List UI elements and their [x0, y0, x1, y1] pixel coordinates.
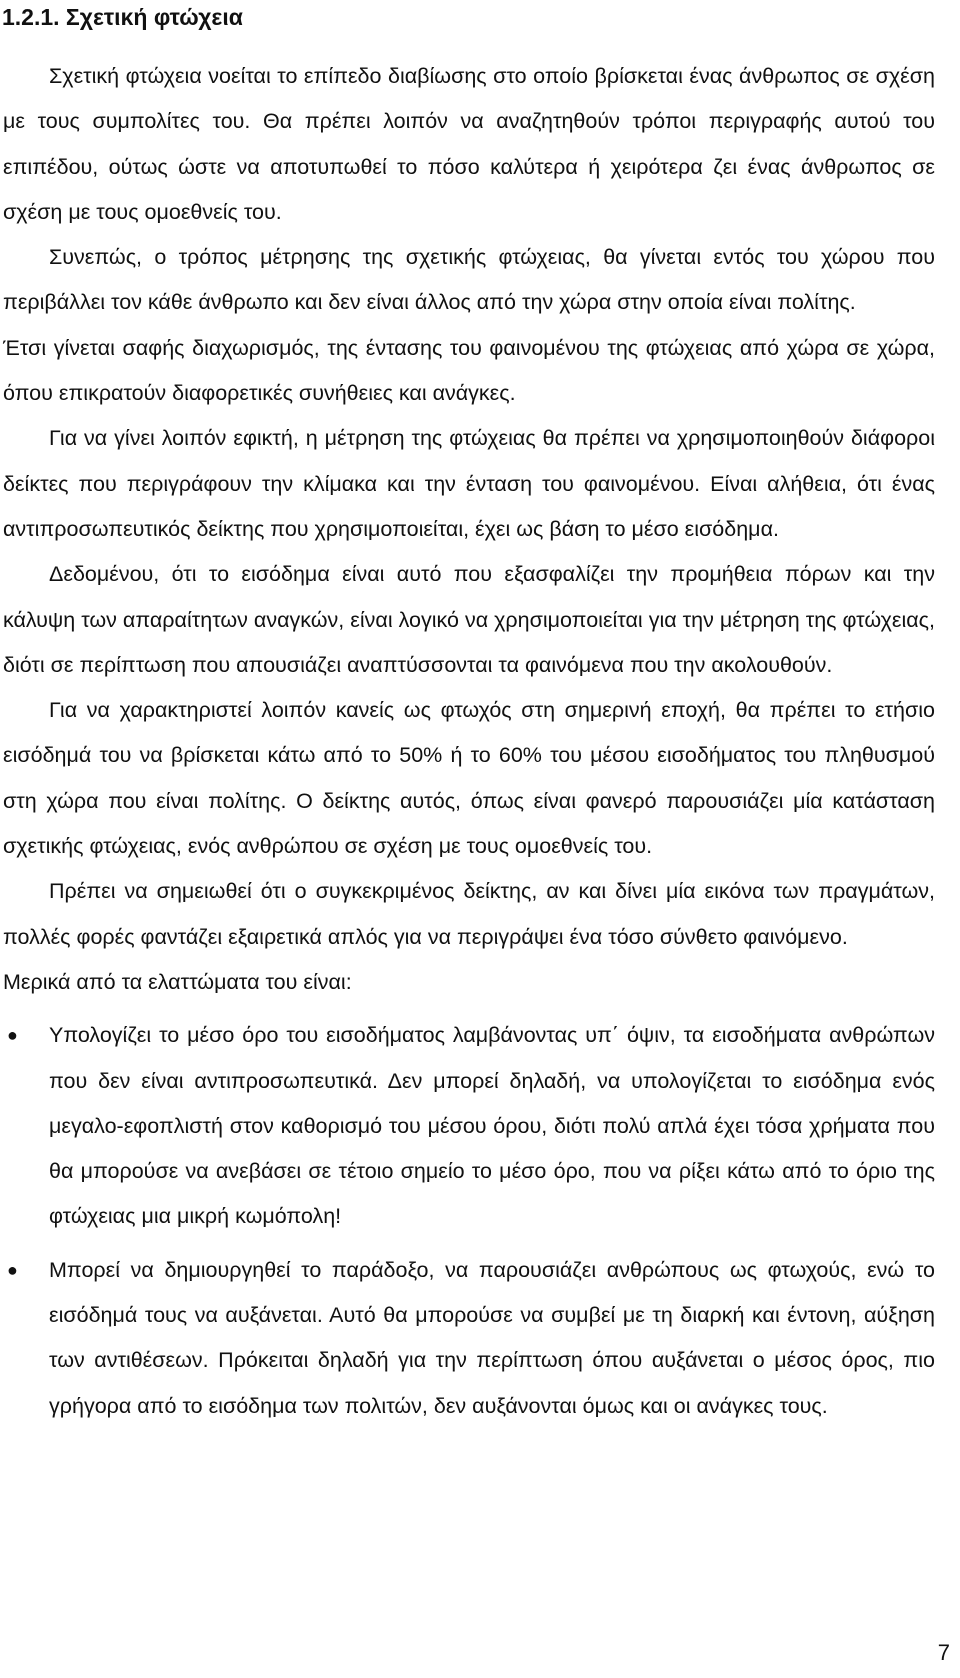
list-item — [3, 1013, 935, 1239]
list-item — [3, 1248, 935, 1429]
defects-list — [3, 1013, 935, 1429]
list-item-text: Μπορεί να δημιουργηθεί το παράδοξο, να παρουσιάζει ανθρώπους ως φτωχούς, ενώ το εισόδημά τους να αυξάνεται. Αυτό θα μπορούσε να συμβεί με τη διαρκή και έντονη, αύξηση των αντιθέσεων. Πρόκειται δηλαδή για την περίπτωση όπου αυξάνεται ο μέσος όρος, πιο γρήγορα από το εισόδημα των πολιτών, δεν αυξάνονται όμως και οι ανάγκες τους. — [49, 1257, 935, 1418]
body-text — [3, 54, 935, 1429]
paragraph-5: Δεδομένου, ότι το εισόδημα είναι αυτό που εξασφαλίζει την προμήθεια πόρων και την κάλυψη των απαραίτητων αναγκών, είναι λογικό να χρησιμοποιείται για την μέτρηση της φτώχειας, διότι σε περίπτωση που απουσιάζει αναπτύσσονται τα φαινόμενα που την ακολουθούν. — [3, 562, 935, 677]
bullet-icon: ● — [7, 1259, 18, 1280]
paragraph-7: Πρέπει να σημειωθεί ότι ο συγκεκριμένος δείκτης, αν και δίνει μία εικόνα των πραγμάτων, πολλές φορές φαντάζει εξαιρετικά απλός για να περιγράψει ένα τόσο σύνθετο φαινόμενο. — [3, 879, 935, 949]
paragraph-2: Συνεπώς, ο τρόπος μέτρησης της σχετικής φτώχειας, θα γίνεται εντός του χώρου που περιβάλλει τον κάθε άνθρωπο και δεν είναι άλλος από την χώρα στην οποία είναι πολίτης. — [3, 245, 935, 315]
bullet-icon: ● — [7, 1025, 18, 1046]
list-intro: Μερικά από τα ελαττώματα του είναι: — [3, 969, 352, 994]
paragraph-1: Σχετική φτώχεια νοείται το επίπεδο διαβίωσης στο οποίο βρίσκεται ένας άνθρωπος σε σχέση με τους συμπολίτες του. Θα πρέπει λοιπόν να αναζητηθούν τρόποι περιγραφής αυτού του επιπέδου, ούτως ώστε να αποτυπωθεί το πόσο καλύτερα ή χειρότερα ζει ένας άνθρωπος σε σχέση με τους ομοεθνείς του. — [3, 64, 935, 224]
section-heading: 1.2.1. Σχετική φτώχεια — [2, 4, 243, 30]
page-number: 7 — [937, 1640, 950, 1665]
paragraph-3: Έτσι γίνεται σαφής διαχωρισμός, της έντασης του φαινομένου της φτώχειας από χώρα σε χώρα, όπου επικρατούν διαφορετικές συνήθειες και ανάγκες. — [3, 335, 935, 406]
paragraph-6: Για να χαρακτηριστεί λοιπόν κανείς ως φτωχός στη σημερινή εποχή, θα πρέπει το ετήσιο εισόδημά του να βρίσκεται κάτω από το 50% ή το 60% του μέσου εισοδήματος του πληθυσμού στη χώρα που είναι πολίτης. Ο δείκτης αυτός, όπως είναι φανερό παρουσιάζει μία κατάσταση σχετικής φτώχειας, ενός ανθρώπου σε σχέση με τους ομοεθνείς του. — [3, 698, 935, 859]
paragraph-4: Για να γίνει λοιπόν εφικτή, η μέτρηση της φτώχειας θα πρέπει να χρησιμοποιηθούν διάφοροι δείκτες που περιγράφουν την κλίμακα και την ένταση του φαινομένου. Είναι αλήθεια, ότι ένας αντιπροσωπευτικός δείκτης που χρησιμοποιείται, έχει ως βάση το μέσο εισόδημα. — [3, 426, 935, 541]
list-item-text: Υπολογίζει το μέσο όρο του εισοδήματος λαμβάνοντας υπ΄ όψιν, τα εισοδήματα ανθρώπων που δεν είναι αντιπροσωπευτικά. Δεν μπορεί δηλαδή, να υπολογίζεται το εισόδημα ενός μεγαλο-εφοπλιστή στον καθορισμό του μέσου όρου, διότι πολύ απλά έχει τόσα χρήματα που θα μπορούσε να ανεβάσει σε τέτοιο σημείο το μέσο όρο, που να ρίξει κάτω από το όριο της φτώχειας μια μικρή κωμόπολη! — [49, 1023, 935, 1229]
